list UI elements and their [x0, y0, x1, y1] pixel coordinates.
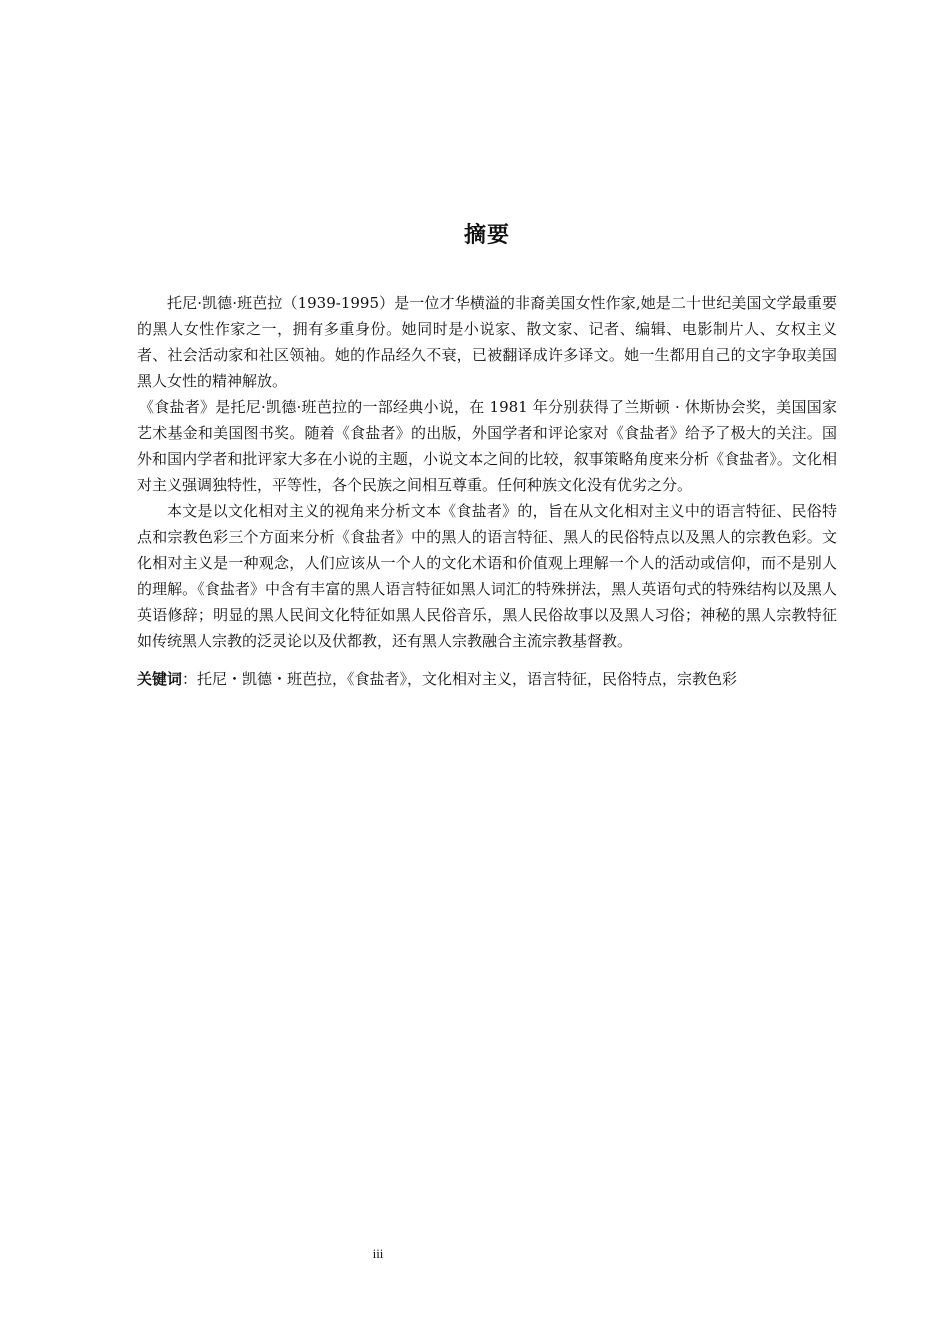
- abstract-paragraph-3: 本文是以文化相对主义的视角来分析文本《食盐者》的，旨在从文化相对主义中的语言特征、民俗特点和宗教色彩三个方面来分析《食盐者》中的黑人的语言特征、黑人的民俗特点以及黑人的宗教色彩。文化相对主义是一种观念，人们应该从一个人的文化术语和价值观上理解一个人的活动或信仰，而不是别人的理解。《食盐者》中含有丰富的黑人语言特征如黑人词汇的特殊拼法，黑人英语句式的特殊结构以及黑人英语修辞；明显的黑人民间文化特征如黑人民俗音乐，黑人民俗故事以及黑人习俗；神秘的黑人宗教特征如传统黑人宗教的泛灵论以及伏都教，还有黑人宗教融合主流宗教基督教。: [137, 502, 837, 650]
- abstract-heading: 摘要: [463, 223, 510, 248]
- page-number: iii: [372, 1246, 384, 1261]
- keywords-line: [137, 666, 837, 692]
- abstract-paragraph-1: 托尼·凯德·班芭拉（1939-1995）是一位才华横溢的非裔美国女性作家,她是二十世纪美国文学最重要的黑人女性作家之一，拥有多重身份。她同时是小说家、散文家、记者、编辑、电影制片人、女权主义者、社会活动家和社区领袖。她的作品经久不衰，已被翻译成许多译文。她一生都用自己的文字争取美国黑人女性的精神解放。: [137, 294, 837, 390]
- keywords-label: 关键词: [137, 670, 183, 688]
- abstract-paragraph-2: 《食盐者》是托尼·凯德·班芭拉的一部经典小说，在 1981 年分别获得了兰斯顿 · 休斯协会奖，美国国家艺术基金和美国图书奖。随着《食盐者》的出版，外国学者和评论家对《食盐者》给予了极大的关注。国外和国内学者和批评家大多在小说的主题，小说文本之间的比较，叙事策略角度来分析《食盐者》。文化相对主义强调独特性，平等性，各个民族之间相互尊重。任何种族文化没有优劣之分。: [137, 398, 837, 494]
- abstract-body: [137, 290, 837, 692]
- keywords-text: ：托尼・凯德・班芭拉，《食盐者》，文化相对主义，语言特征，民俗特点，宗教色彩: [182, 670, 738, 688]
